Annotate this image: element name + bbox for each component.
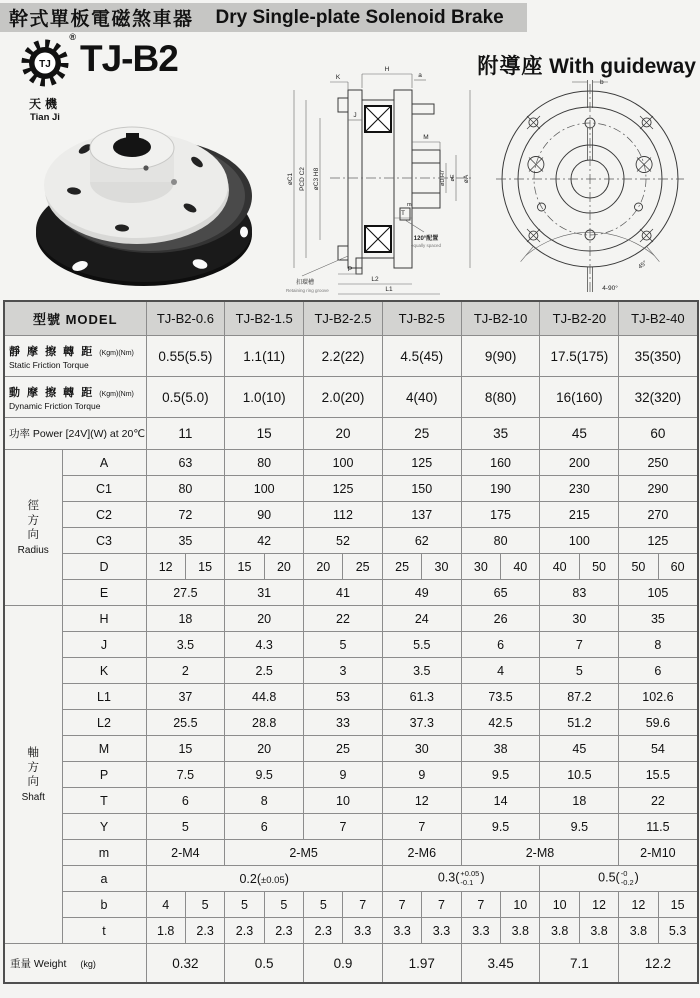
- value-cell: 7.5: [146, 762, 225, 788]
- table-row: [4, 554, 698, 580]
- table-row: [4, 684, 698, 710]
- value-cell: 1.0(10): [225, 377, 304, 418]
- value-cell: 0.32: [146, 944, 225, 984]
- value-cell: 72: [146, 502, 225, 528]
- value-cell: 12: [619, 892, 658, 918]
- dim-b: b: [600, 79, 604, 86]
- value-cell: 5: [540, 658, 619, 684]
- spec-table-wrap: [3, 300, 697, 984]
- model-column-header: TJ-B2-10: [461, 301, 540, 336]
- param-label: C3: [62, 528, 146, 554]
- value-cell: 0.9: [304, 944, 383, 984]
- value-cell: 10.5: [540, 762, 619, 788]
- table-row: [4, 710, 698, 736]
- param-label: Y: [62, 814, 146, 840]
- value-cell: 18: [540, 788, 619, 814]
- value-cell: 1.97: [382, 944, 461, 984]
- value-cell: 42: [225, 528, 304, 554]
- title-bar: [0, 3, 527, 32]
- value-cell: 5: [264, 892, 303, 918]
- value-cell: 7: [382, 814, 461, 840]
- value-cell: 100: [225, 476, 304, 502]
- value-cell: 10: [540, 892, 579, 918]
- value-cell: 1.8: [146, 918, 185, 944]
- value-cell: 3.3: [343, 918, 382, 944]
- value-cell: 37: [146, 684, 225, 710]
- table-row: [4, 528, 698, 554]
- dim-pcd-c2: PCD C2: [299, 167, 306, 191]
- value-cell: 10: [304, 788, 383, 814]
- value-cell: 11: [146, 418, 225, 450]
- row-label: [4, 944, 146, 984]
- value-cell: 3.5: [146, 632, 225, 658]
- value-cell: 0.3( +0.05 -0.1 ): [382, 866, 540, 892]
- value-cell: 2: [146, 658, 225, 684]
- section-label-en: Radius: [17, 544, 49, 556]
- value-cell: 35: [146, 528, 225, 554]
- value-cell: 270: [619, 502, 698, 528]
- dim-thread-m: m: [407, 202, 412, 208]
- value-cell: 87.2: [540, 684, 619, 710]
- value-cell: 4: [146, 892, 185, 918]
- value-cell: 12: [146, 554, 185, 580]
- table-row: [4, 658, 698, 684]
- value-cell: 3.3: [382, 918, 421, 944]
- table-row: [4, 918, 698, 944]
- dim-l1: L1: [385, 286, 393, 293]
- param-label: J: [62, 632, 146, 658]
- value-cell: 7: [382, 892, 421, 918]
- value-cell: 62: [382, 528, 461, 554]
- value-cell: 25: [382, 418, 461, 450]
- param-label: T: [62, 788, 146, 814]
- value-cell: 100: [540, 528, 619, 554]
- value-cell: 32(320): [619, 377, 698, 418]
- value-cell: 7: [461, 892, 500, 918]
- value-cell: 2.3: [264, 918, 303, 944]
- value-cell: 22: [304, 606, 383, 632]
- value-cell: 60: [658, 554, 697, 580]
- company-name-zh: 天機: [28, 97, 61, 111]
- value-cell: 5: [304, 892, 343, 918]
- dim-l2: L2: [371, 276, 379, 283]
- value-cell: 30: [422, 554, 461, 580]
- value-cell: 160: [461, 450, 540, 476]
- param-label: A: [62, 450, 146, 476]
- value-cell: 41: [304, 580, 383, 606]
- param-label: H: [62, 606, 146, 632]
- value-cell: 50: [579, 554, 618, 580]
- value-cell: 0.5(5.0): [146, 377, 225, 418]
- value-cell: 12: [382, 788, 461, 814]
- value-cell: 26: [461, 606, 540, 632]
- value-cell: 35: [461, 418, 540, 450]
- variant-en: With guideway: [549, 55, 696, 78]
- dim-a: a: [418, 72, 422, 79]
- model-column-header: TJ-B2-0.6: [146, 301, 225, 336]
- value-cell: 200: [540, 450, 619, 476]
- spec-table: [3, 300, 699, 984]
- table-row: [4, 476, 698, 502]
- param-label: C2: [62, 502, 146, 528]
- value-cell: 5.5: [382, 632, 461, 658]
- value-cell: 150: [382, 476, 461, 502]
- value-cell: 3.8: [619, 918, 658, 944]
- tolerance-inline: ±0.05: [261, 874, 285, 886]
- value-cell: 54: [619, 736, 698, 762]
- model-column-header: TJ-B2-20: [540, 301, 619, 336]
- value-cell: 31: [225, 580, 304, 606]
- section-label: [4, 450, 62, 606]
- value-cell: 80: [225, 450, 304, 476]
- value-cell: 3.8: [540, 918, 579, 944]
- section-label-zh: 徑方向: [27, 500, 39, 542]
- value-cell: 5.3: [658, 918, 697, 944]
- section-label: [4, 606, 62, 944]
- value-cell: 20: [304, 554, 343, 580]
- value-cell: 2-M6: [382, 840, 461, 866]
- param-label: C1: [62, 476, 146, 502]
- value-cell: 290: [619, 476, 698, 502]
- note-ring-en: Retaining ring groove: [286, 288, 329, 293]
- dim-m: M: [423, 134, 429, 141]
- value-cell: 125: [619, 528, 698, 554]
- value-cell: 175: [461, 502, 540, 528]
- value-cell: 1.1(11): [225, 336, 304, 377]
- model-column-header: TJ-B2-5: [382, 301, 461, 336]
- table-row: [4, 606, 698, 632]
- value-cell: 22: [619, 788, 698, 814]
- value-cell: 100: [304, 450, 383, 476]
- value-cell: 12.2: [619, 944, 698, 984]
- note-spacing-en: equally spaced: [410, 243, 442, 248]
- value-cell: 83: [540, 580, 619, 606]
- value-cell: 28.8: [225, 710, 304, 736]
- value-cell: 4.3: [225, 632, 304, 658]
- value-cell: 2.3: [225, 918, 264, 944]
- model-column-header: TJ-B2-2.5: [304, 301, 383, 336]
- company-name-en: Tian Ji: [30, 112, 60, 123]
- value-cell: 125: [382, 450, 461, 476]
- value-cell: 33: [304, 710, 383, 736]
- dim-dia-d: øD H7: [440, 170, 446, 186]
- model-header-row: [4, 301, 698, 336]
- value-cell: 38: [461, 736, 540, 762]
- value-cell: 65: [461, 580, 540, 606]
- row-label: 靜 摩 擦 轉 距 (Kgm)(Nm) Static Friction Torque: [4, 336, 146, 377]
- value-cell: 25: [304, 736, 383, 762]
- value-cell: 24: [382, 606, 461, 632]
- dim-45: 45°: [637, 260, 649, 271]
- value-cell: 40: [501, 554, 540, 580]
- weight-unit: (kg): [80, 959, 96, 969]
- value-cell: 16(160): [540, 377, 619, 418]
- value-cell: 20: [225, 736, 304, 762]
- dim-dia-c1: øC1: [287, 172, 294, 186]
- weight-row: [4, 944, 698, 984]
- section-label-en: Shaft: [21, 791, 45, 803]
- value-cell: 12: [579, 892, 618, 918]
- cross-section-drawing: [282, 60, 510, 300]
- value-cell: 15: [225, 554, 264, 580]
- dim-dia-e: øE: [450, 174, 456, 182]
- note-spacing-zh: 120°配置: [413, 236, 439, 242]
- value-cell: 42.5: [461, 710, 540, 736]
- value-cell: 25: [382, 554, 421, 580]
- value-cell: 61.3: [382, 684, 461, 710]
- value-cell: 2.0(20): [304, 377, 383, 418]
- value-cell: 5: [146, 814, 225, 840]
- value-cell: 6: [146, 788, 225, 814]
- dim-t: T: [401, 210, 405, 217]
- dim-p: P: [347, 266, 353, 273]
- dim-k: K: [335, 74, 341, 81]
- value-cell: 11.5: [619, 814, 698, 840]
- value-cell: 6: [461, 632, 540, 658]
- table-row: [4, 418, 698, 450]
- value-cell: 15.5: [619, 762, 698, 788]
- title-chinese: 幹式單板電磁煞車器: [9, 9, 194, 30]
- row-label: 動 摩 擦 轉 距 (Kgm)(Nm) Dynamic Friction Torque: [4, 377, 146, 418]
- param-label: E: [62, 580, 146, 606]
- value-cell: 8: [619, 632, 698, 658]
- value-cell: 3.3: [461, 918, 500, 944]
- value-cell: 4(40): [382, 377, 461, 418]
- value-cell: 30: [382, 736, 461, 762]
- value-cell: 8(80): [461, 377, 540, 418]
- logo-initials: TJ: [39, 59, 51, 70]
- value-cell: 45: [540, 418, 619, 450]
- value-cell: 50: [619, 554, 658, 580]
- value-cell: 2.3: [185, 918, 224, 944]
- value-cell: 3.5: [382, 658, 461, 684]
- value-cell: 7: [304, 814, 383, 840]
- value-cell: 250: [619, 450, 698, 476]
- value-cell: 230: [540, 476, 619, 502]
- value-cell: 35: [619, 606, 698, 632]
- value-cell: 51.2: [540, 710, 619, 736]
- table-row: [4, 377, 698, 418]
- value-cell: 3.8: [579, 918, 618, 944]
- param-label: t: [62, 918, 146, 944]
- value-cell: 137: [382, 502, 461, 528]
- registered-mark: ®: [69, 32, 76, 42]
- tolerance-stack: +0.05 -0.1: [460, 869, 480, 887]
- series-model-name: TJ-B2: [80, 38, 178, 79]
- value-cell: 80: [461, 528, 540, 554]
- value-cell: 215: [540, 502, 619, 528]
- variant-zh: 附導座: [477, 55, 544, 78]
- value-cell: 102.6: [619, 684, 698, 710]
- table-row: [4, 450, 698, 476]
- table-row: [4, 502, 698, 528]
- value-cell: 4.5(45): [382, 336, 461, 377]
- table-row: [4, 736, 698, 762]
- table-row: [4, 580, 698, 606]
- value-cell: 90: [225, 502, 304, 528]
- table-row: [4, 336, 698, 377]
- value-cell: 2-M4: [146, 840, 225, 866]
- value-cell: 7: [422, 892, 461, 918]
- value-cell: 2.2(22): [304, 336, 383, 377]
- value-cell: 9.5: [461, 814, 540, 840]
- value-cell: 52: [304, 528, 383, 554]
- section-label-zh: 軸方向: [27, 747, 39, 789]
- value-cell: 15: [225, 418, 304, 450]
- product-photo: [22, 86, 272, 296]
- value-cell: 15: [185, 554, 224, 580]
- weight-label: 重量 Weight: [10, 958, 67, 970]
- value-cell: 30: [540, 606, 619, 632]
- model-column-header: TJ-B2-40: [619, 301, 698, 336]
- table-row: [4, 866, 698, 892]
- value-cell: 15: [146, 736, 225, 762]
- value-cell: 2.3: [304, 918, 343, 944]
- model-column-header: TJ-B2-1.5: [225, 301, 304, 336]
- value-cell: 40: [540, 554, 579, 580]
- value-cell: 9.5: [225, 762, 304, 788]
- value-cell: 0.5: [225, 944, 304, 984]
- value-cell: 105: [619, 580, 698, 606]
- table-row: [4, 788, 698, 814]
- value-cell: 2-M10: [619, 840, 698, 866]
- value-cell: 8: [225, 788, 304, 814]
- value-cell: 37.3: [382, 710, 461, 736]
- value-cell: 9: [304, 762, 383, 788]
- table-row: [4, 762, 698, 788]
- value-cell: 125: [304, 476, 383, 502]
- value-cell: 14: [461, 788, 540, 814]
- dim-j: J: [353, 112, 357, 119]
- value-cell: 7.1: [540, 944, 619, 984]
- value-cell: 10: [501, 892, 540, 918]
- value-cell: 73.5: [461, 684, 540, 710]
- value-cell: 0.2(±0.05): [146, 866, 382, 892]
- value-cell: 6: [225, 814, 304, 840]
- value-cell: 3: [304, 658, 383, 684]
- value-cell: 17.5(175): [540, 336, 619, 377]
- value-cell: 27.5: [146, 580, 225, 606]
- value-cell: 7: [343, 892, 382, 918]
- value-cell: 2-M5: [225, 840, 383, 866]
- value-cell: 59.6: [619, 710, 698, 736]
- model-header-label: 型號 MODEL: [4, 301, 146, 336]
- value-cell: 5: [304, 632, 383, 658]
- value-cell: 80: [146, 476, 225, 502]
- param-label: K: [62, 658, 146, 684]
- value-cell: 15: [658, 892, 697, 918]
- value-cell: 7: [540, 632, 619, 658]
- value-cell: 112: [304, 502, 383, 528]
- row-label: 功率 Power [24V](W) at 20℃: [4, 418, 146, 450]
- value-cell: 0.55(5.5): [146, 336, 225, 377]
- param-label: b: [62, 892, 146, 918]
- value-cell: 9(90): [461, 336, 540, 377]
- dim-4-90: 4-90°: [602, 285, 618, 292]
- param-label: m: [62, 840, 146, 866]
- value-cell: 2-M8: [461, 840, 619, 866]
- value-cell: 9.5: [540, 814, 619, 840]
- value-cell: 0.5( -0 -0.2 ): [540, 866, 698, 892]
- value-cell: 2.5: [225, 658, 304, 684]
- value-cell: 53: [304, 684, 383, 710]
- table-row: [4, 814, 698, 840]
- value-cell: 60: [619, 418, 698, 450]
- param-label: M: [62, 736, 146, 762]
- param-label: P: [62, 762, 146, 788]
- value-cell: 35(350): [619, 336, 698, 377]
- param-label: a: [62, 866, 146, 892]
- value-cell: 3.8: [501, 918, 540, 944]
- value-cell: 45: [540, 736, 619, 762]
- value-cell: 18: [146, 606, 225, 632]
- table-row: [4, 840, 698, 866]
- value-cell: 30: [461, 554, 500, 580]
- value-cell: 49: [382, 580, 461, 606]
- param-label: D: [62, 554, 146, 580]
- value-cell: 9: [382, 762, 461, 788]
- value-cell: 5: [225, 892, 264, 918]
- dim-dia-a: øA: [463, 174, 470, 184]
- title-english: Dry Single-plate Solenoid Brake: [215, 6, 504, 28]
- value-cell: 3.3: [422, 918, 461, 944]
- table-row: [4, 632, 698, 658]
- param-label: L1: [62, 684, 146, 710]
- table-row: [4, 892, 698, 918]
- value-cell: 63: [146, 450, 225, 476]
- value-cell: 20: [264, 554, 303, 580]
- note-ring-zh: 扣環槽: [296, 280, 315, 286]
- tolerance-stack: -0 -0.2: [620, 869, 634, 887]
- value-cell: 44.8: [225, 684, 304, 710]
- value-cell: 6: [619, 658, 698, 684]
- value-cell: 9.5: [461, 762, 540, 788]
- value-cell: 25: [343, 554, 382, 580]
- value-cell: 190: [461, 476, 540, 502]
- value-cell: 4: [461, 658, 540, 684]
- param-label: L2: [62, 710, 146, 736]
- value-cell: 5: [185, 892, 224, 918]
- dim-h: H: [384, 66, 390, 73]
- value-cell: 20: [225, 606, 304, 632]
- value-cell: 25.5: [146, 710, 225, 736]
- front-view-drawing: [492, 76, 688, 298]
- gear-logo-icon: [17, 36, 73, 92]
- dim-dia-c3: øC3 H8: [313, 167, 320, 191]
- value-cell: 3.45: [461, 944, 540, 984]
- value-cell: 20: [304, 418, 383, 450]
